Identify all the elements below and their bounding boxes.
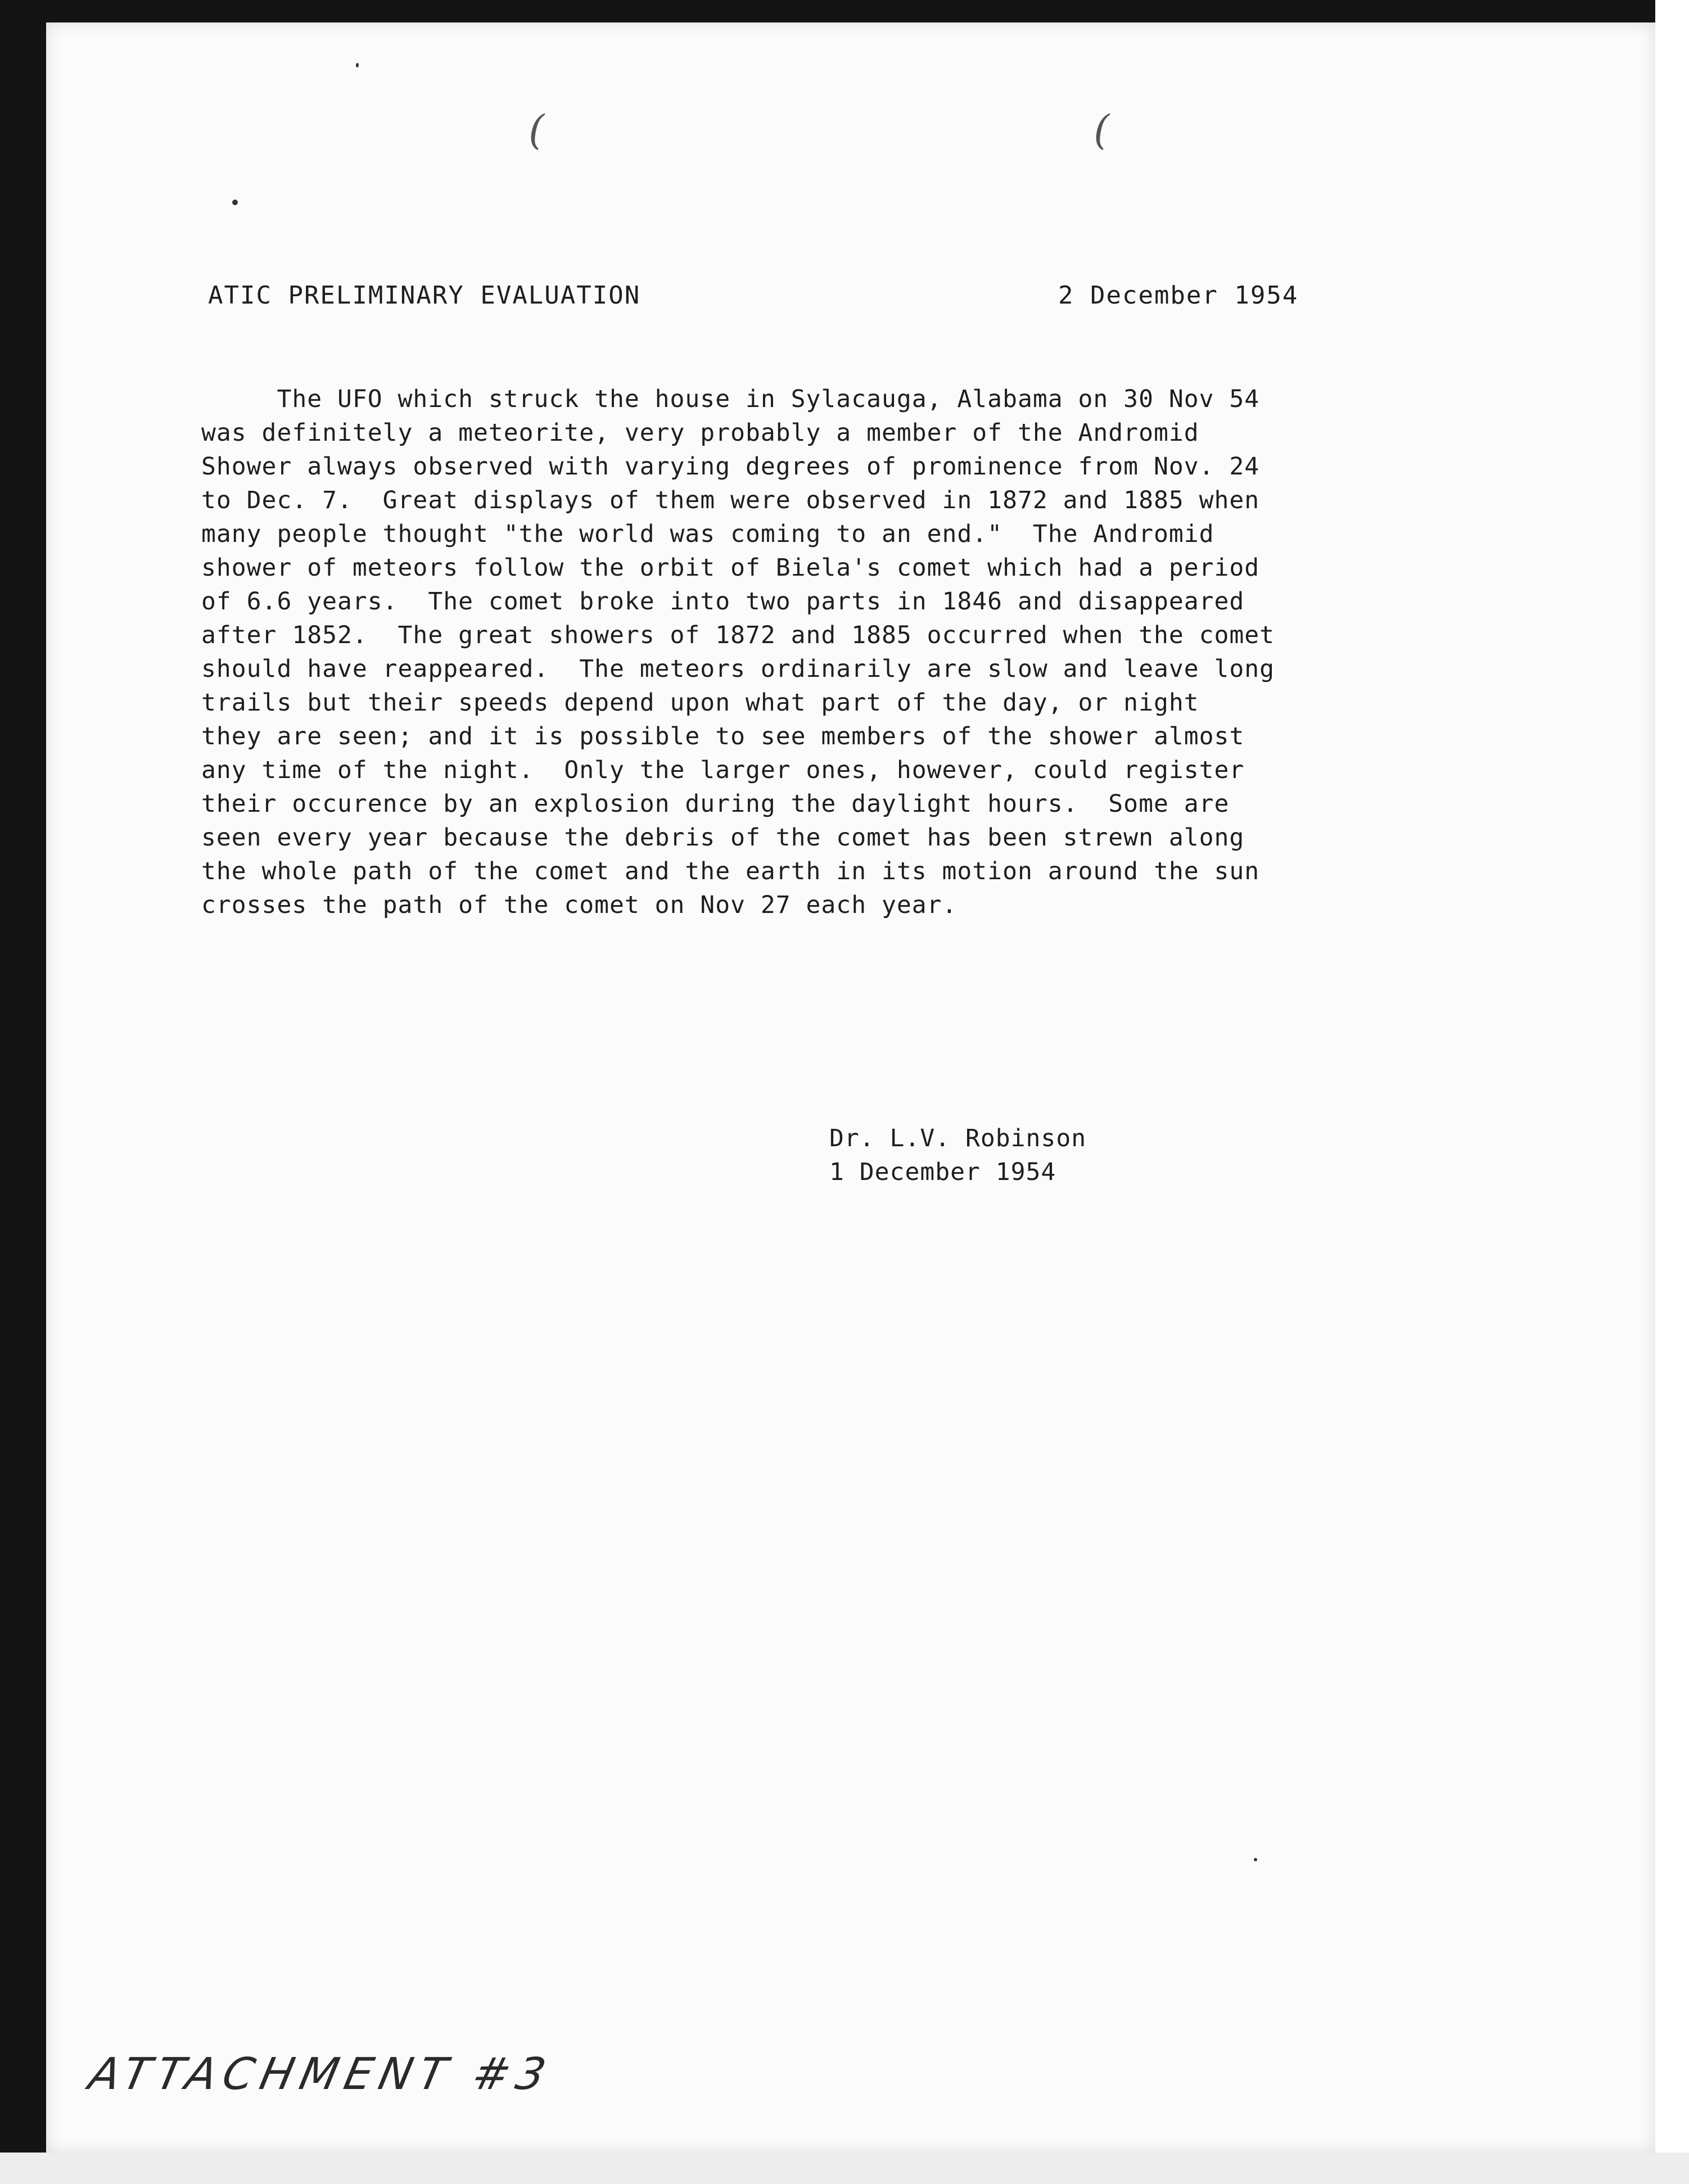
body-line: seen every year because the debris of the comet has been strewn along	[201, 824, 1245, 852]
body-line: should have reappeared. The meteors ordinarily are slow and leave long	[201, 655, 1275, 683]
signature-date: 1 December 1954	[829, 1158, 1056, 1186]
body-line: The UFO which struck the house in Sylacauga, Alabama on 30 Nov 54	[201, 385, 1260, 413]
evaluation-body	[201, 382, 1461, 922]
body-line: crosses the path of the comet on Nov 27 each year.	[201, 891, 958, 919]
punch-mark-left: (	[529, 106, 545, 153]
signature-name: Dr. L.V. Robinson	[829, 1124, 1087, 1152]
body-line: shower of meteors follow the orbit of Biela's comet which had a period	[201, 554, 1260, 582]
body-line: of 6.6 years. The comet broke into two parts in 1846 and disappeared	[201, 587, 1245, 616]
signature-block	[829, 1122, 1086, 1189]
right-margin	[1655, 0, 1689, 2184]
body-line: they are seen; and it is possible to see members of the shower almost	[201, 722, 1245, 750]
punch-mark-right: (	[1094, 106, 1110, 153]
body-line: their occurence by an explosion during the daylight hours. Some are	[201, 790, 1230, 818]
body-line: was definitely a meteorite, very probably a member of the Andromid	[201, 419, 1199, 447]
body-line: Shower always observed with varying degrees of prominence from Nov. 24	[201, 453, 1260, 481]
document-page	[46, 22, 1655, 2153]
body-line: many people thought "the world was coming to an end." The Andromid	[201, 520, 1214, 548]
body-line: trails but their speeds depend upon what part of the day, or night	[201, 689, 1199, 717]
body-line: any time of the night. Only the larger ones, however, could register	[201, 756, 1245, 784]
document-title: ATIC PRELIMINARY EVALUATION	[208, 281, 641, 310]
document-date: 2 December 1954	[1058, 281, 1299, 310]
speck	[232, 200, 238, 205]
body-line: the whole path of the comet and the earth in its motion around the sun	[201, 857, 1260, 885]
attachment-label: ATTACHMENT #3	[84, 2049, 557, 2100]
body-line: to Dec. 7. Great displays of them were observed in 1872 and 1885 when	[201, 486, 1260, 514]
speck	[356, 63, 359, 67]
body-line: after 1852. The great showers of 1872 and 1885 occurred when the comet	[201, 621, 1275, 649]
bottom-margin	[0, 2153, 1689, 2184]
speck	[1254, 1858, 1257, 1861]
